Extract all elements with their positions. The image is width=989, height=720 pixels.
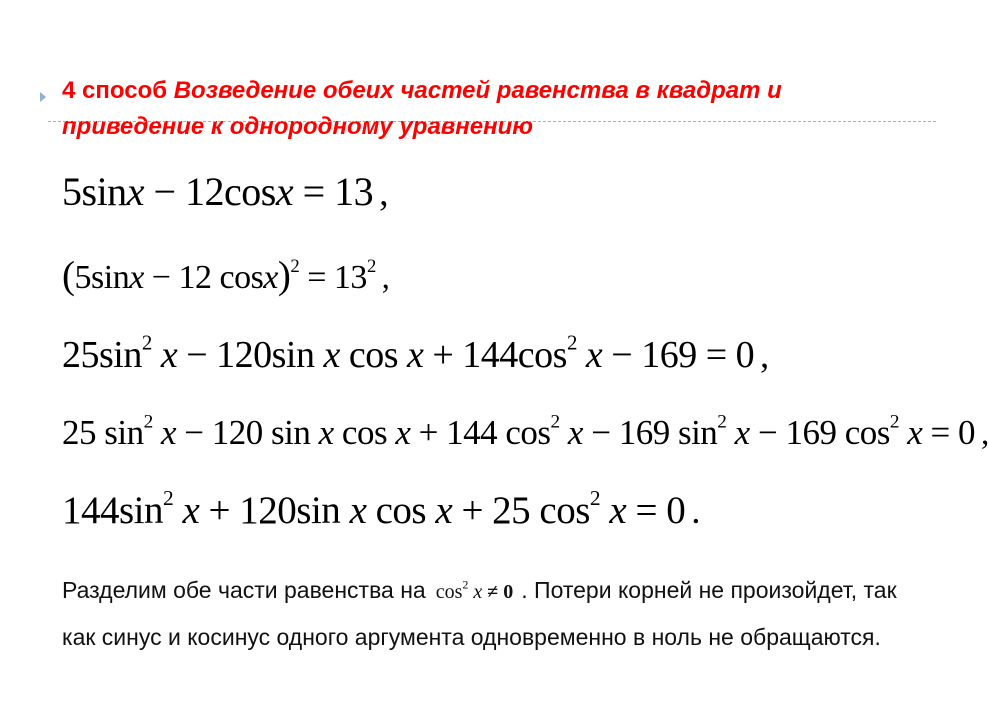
f2-part: 5sin — [74, 259, 130, 296]
f3-var: x — [314, 334, 340, 376]
f4-exp: 2 — [550, 411, 560, 433]
f5-part: 144sin — [62, 489, 164, 532]
formula-4 — [62, 413, 989, 453]
para-text: Разделим обе части равенства на — [62, 577, 426, 603]
f2-punct: , — [381, 259, 390, 295]
f2-exp: 2 — [366, 256, 376, 278]
f5-exp: 2 — [163, 485, 174, 510]
f4-part: − 169 cos — [749, 413, 890, 452]
f4-exp: 2 — [143, 411, 153, 433]
f4-part: − 120 sin — [176, 413, 311, 452]
f3-var: x — [398, 334, 424, 376]
para-text: . Потери корней не произойдет, так как синус и косинус одного аргумента одновременно в ноль не обращаются. — [62, 577, 897, 650]
formula-3 — [62, 330, 769, 377]
f4-var: x — [559, 413, 583, 452]
f3-part: − 169 = 0 — [602, 334, 755, 376]
f4-part: + 144 cos — [410, 413, 551, 452]
title-divider — [48, 121, 936, 122]
f1-punct: , — [379, 172, 389, 214]
f2-part: − 12 cos — [143, 259, 264, 296]
f2-exp: 2 — [290, 256, 300, 278]
bullet-arrow-icon — [40, 92, 46, 102]
slide-title — [62, 73, 902, 140]
f4-var: x — [899, 413, 923, 452]
formula-2 — [62, 253, 389, 298]
f3-part: + 144cos — [423, 334, 567, 376]
inline-condition — [435, 577, 514, 603]
f3-exp: 2 — [141, 330, 152, 355]
f3-part: 25sin — [62, 334, 142, 376]
f4-part: − 169 sin — [582, 413, 718, 452]
f5-exp: 2 — [589, 485, 601, 510]
inline-math-exp: 2 — [462, 577, 469, 592]
formula-5 — [62, 485, 700, 533]
f1-var: x — [275, 169, 294, 214]
explanation-paragraph — [62, 568, 932, 660]
f4-part: = 0 — [922, 413, 976, 452]
f4-var: x — [310, 413, 334, 452]
f3-punct: , — [760, 335, 769, 375]
f5-punct: . — [691, 491, 700, 532]
f1-var: x — [126, 169, 144, 214]
f5-part: = 0 — [626, 489, 686, 532]
f4-part: 25 sin — [62, 413, 144, 452]
f3-part: cos — [339, 334, 398, 376]
f2-var: x — [263, 259, 278, 296]
f4-var: x — [387, 413, 411, 452]
f3-part: − 120sin — [177, 334, 315, 376]
f2-var: x — [129, 259, 144, 296]
title-italic: Возведение обеих частей равенства в квадрат и приведение к однородному уравнению — [62, 77, 782, 140]
f4-exp: 2 — [717, 411, 727, 433]
f3-var: x — [151, 334, 178, 376]
f4-var: x — [726, 413, 750, 452]
inline-math-part: ≠ 0 — [482, 581, 514, 603]
f1-part: 5sin — [62, 169, 127, 214]
f3-var: x — [576, 334, 603, 376]
f5-part: + 120sin — [199, 489, 341, 532]
f5-var: x — [426, 489, 453, 532]
f5-var: x — [600, 489, 627, 532]
f5-part: + 25 cos — [452, 489, 590, 532]
f4-punct: , — [981, 415, 989, 452]
f4-part: cos — [333, 413, 388, 452]
f5-var: x — [173, 489, 200, 532]
f1-part: − 12cos — [143, 169, 276, 214]
formula-1 — [62, 168, 388, 215]
f2-paren: ) — [277, 254, 291, 297]
inline-math-part: cos — [435, 581, 463, 603]
f4-exp: 2 — [889, 411, 899, 433]
f2-paren: ( — [62, 254, 75, 297]
f5-var: x — [340, 489, 367, 532]
title-prefix: 4 способ — [62, 77, 174, 104]
f3-exp: 2 — [566, 330, 577, 355]
f5-part: cos — [366, 489, 427, 532]
f1-part: = 13 — [293, 169, 374, 214]
f2-part: = 13 — [299, 259, 367, 296]
inline-math-var: x — [468, 581, 483, 603]
f4-var: x — [152, 413, 177, 452]
